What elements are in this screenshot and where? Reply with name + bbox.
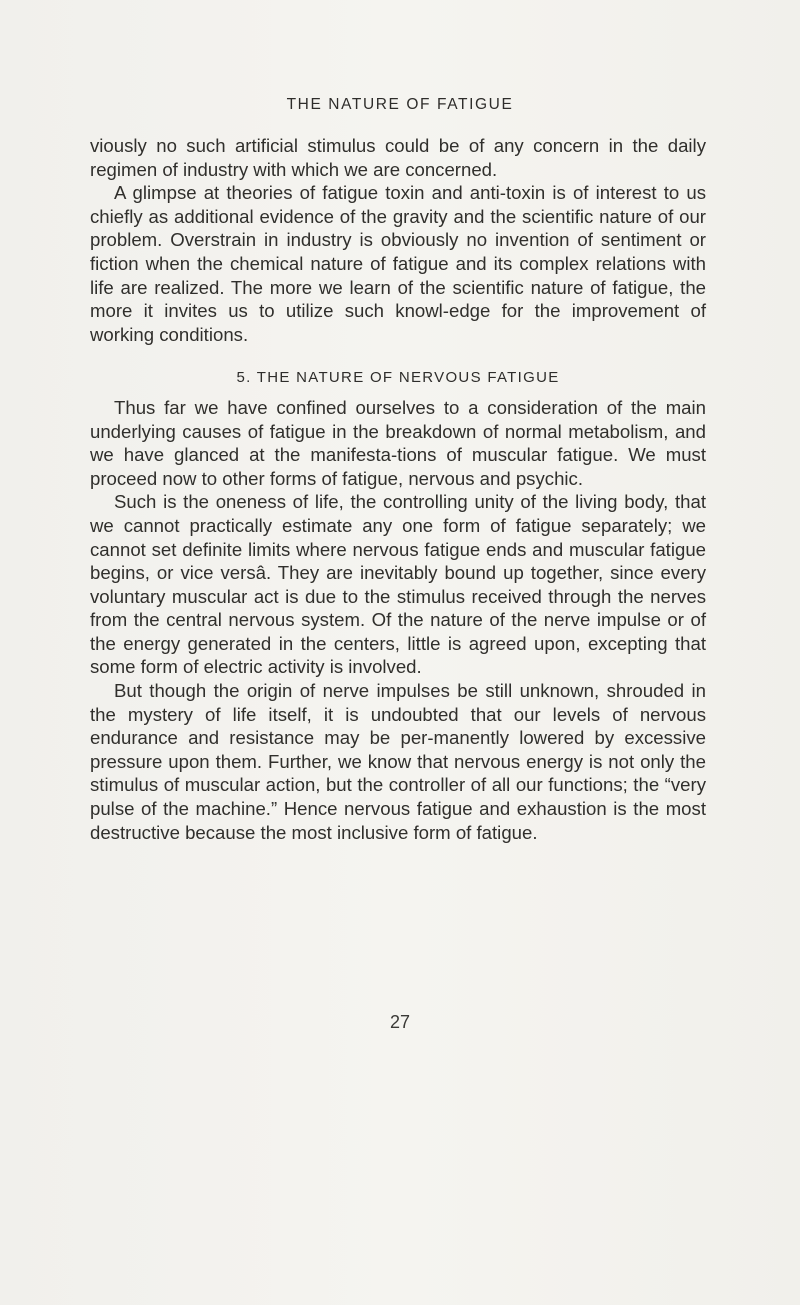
section-heading: 5. THE NATURE OF NERVOUS FATIGUE (236, 369, 560, 387)
page-number: 27 (389, 1012, 411, 1032)
body-text (90, 134, 706, 844)
paragraph-toxin-theories: A glimpse at theories of fatigue toxin and anti-toxin is of interest to us chiefly as additional evidence of the gravity and the scientific nature of our problem. Overstrain in industry is obviously no invention of sentiment or fiction when the chemical nature of fatigue and its complex relations with life are realized. The more we learn of the scientific nature of fatigue, the more it invites us to utilize such knowl-edge for the improvement of working conditions. (90, 182, 706, 345)
paragraph-nerve-impulses: But though the origin of nerve impulses be still unknown, shrouded in the mystery of life itself, it is undoubted that our levels of nervous endurance and resistance may be per-manently lowered by excessive pressure upon them. Further, we know that nervous energy is not only the stimulus of muscular action, but the controller of all our functions; the “very pulse of the machine.” Hence nervous fatigue and exhaustion is the most destructive because the most inclusive form of fatigue. (90, 680, 706, 843)
paragraph-oneness-of-life: Such is the oneness of life, the controlling unity of the living body, that we cannot practically estimate any one form of fatigue separately; we cannot set definite limits where nervous fatigue ends and muscular fatigue begins, or vice versâ. They are inevitably bound up together, since every voluntary muscular act is due to the stimulus received through the nerves from the central nervous system. Of the nature of the nerve impulse or of the energy generated in the centers, little is agreed upon, excepting that some form of electric activity is involved. (90, 491, 706, 678)
paragraph-continuation: viously no such artificial stimulus could be of any concern in the daily regimen of industry with which we are concerned. (90, 135, 706, 180)
paragraph-thus-far: Thus far we have confined ourselves to a consideration of the main underlying causes of fatigue in the breakdown of normal metabolism, and we have glanced at the manifesta-tions of muscular fatigue. We must proceed now to other forms of fatigue, nervous and psychic. (90, 396, 706, 489)
running-head: THE NATURE OF FATIGUE (286, 96, 514, 113)
